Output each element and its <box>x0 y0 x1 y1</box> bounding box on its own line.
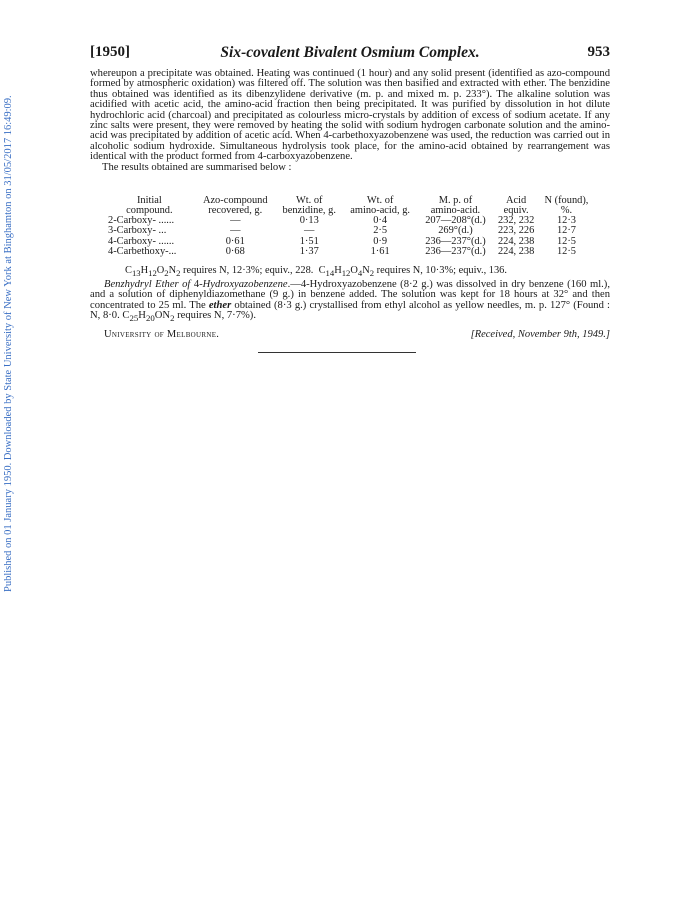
header-year: [1950] <box>90 44 130 60</box>
col-header-amino-acid: Wt. of amino-acid, g. <box>350 195 410 216</box>
table-header-row <box>104 196 594 216</box>
table-row: 3-Carboxy- ... — — 2·5 269°(d.) 223, 226 12·7 <box>108 225 576 237</box>
formula-requirements: $C_{13}H_{12}O_2N_2$ requires N, 12·3%; equiv., 228. $C_{14}H_{12}O_4N_2$ requires N, 10·3%; equiv., 136. <box>125 265 507 279</box>
col-header-initial: Initial compound. <box>126 195 173 216</box>
table-row: 4-Carbethoxy-... 0·68 1·37 1·61 236—237°(d.) 224, 238 12·5 <box>108 245 576 257</box>
section-heading: Benzhydryl Ether of 4-Hydroxyazobenzene <box>104 279 288 290</box>
col-header-acid-equiv: Acid equiv. <box>503 195 529 216</box>
body-text <box>90 69 610 173</box>
paragraph-procedure: whereupon a precipitate was obtained. Heating was continued (1 hour) and any solid present (identified as azo-compound formed by atmospheric oxidation) was filtered off. The solution was then basified and extracted with ether. The benzidine thus obtained was identified as its dibenzylidene derivative (m. p. and mixed m. p. 233°). The alkaline solution was acidified with acetic acid, the amino-acid fraction then being precipitated. It was purified by dissolution in hot dilute hydrochloric acid (charcoal) and precipitated as colourless micro-crystals by addition of excess of sodium acetate. If any zinc salts were present, they were removed by heating the solid with sodium hydrogen carbonate solution and the amino-acid was precipitated by addition of acetic acid. When 4-carbethoxyazobenzene was used, the reduction was carried out in alcoholic sodium hydroxide. Simultaneous hydrolysis took place, for the amino-acid obtained by rearrangement was identical with the product formed from 4-carboxyazobenzene. <box>90 68 610 163</box>
col-header-mp: M. p. of amino-acid. <box>430 195 481 216</box>
table-row: 4-Carboxy- ...... 0·61 1·51 0·9 236—237°(d.) 224, 238 12·5 <box>108 235 576 247</box>
page-header <box>90 44 610 66</box>
benzhydryl-paragraph: Benzhydryl Ether of 4-Hydroxyazobenzene.—4-Hydroxyazobenzene (8·2 g.) was dissolved in dry benzene (160 ml.), and a solution of diphenyldiazomethane (9 g.) in benzene added. The solution was kept for 18 hours at 32° and then concentrated to 25 ml. The ether obtained (8·3 g.) crystallised from ethyl alcohol as yellow needles, m. p. 127° (Found : N, 8·0. $C_{25}H_{20}ON_2$ requires N, 7·7%). <box>90 279 610 324</box>
paragraph-results-intro: The results obtained are summarised below : <box>102 161 292 173</box>
header-title: Six-covalent Bivalent Osmium Complex. <box>220 44 480 61</box>
col-header-nitrogen: N (found), %. <box>544 195 589 216</box>
received-date: [Received, November 9th, 1949.] <box>470 329 610 340</box>
col-header-benzidine: Wt. of benzidine, g. <box>282 195 336 216</box>
benzhydryl-ether-section <box>90 280 610 324</box>
col-header-azo: Azo-compound recovered, g. <box>202 195 268 216</box>
end-rule <box>258 352 416 353</box>
table-row: 2-Carboxy- ...... — 0·13 0·4 207—208°(d.) 232, 232 12·3 <box>108 215 576 226</box>
results-table <box>104 196 594 257</box>
affiliation: University of Melbourne. <box>104 329 220 340</box>
download-notice: Published on 01 January 1950. Downloaded by State University of New York at Binghamton on 31/05/2017 16:49:09. <box>3 95 14 592</box>
download-notice-sidebar <box>1 72 19 592</box>
page-number: 953 <box>587 44 610 60</box>
